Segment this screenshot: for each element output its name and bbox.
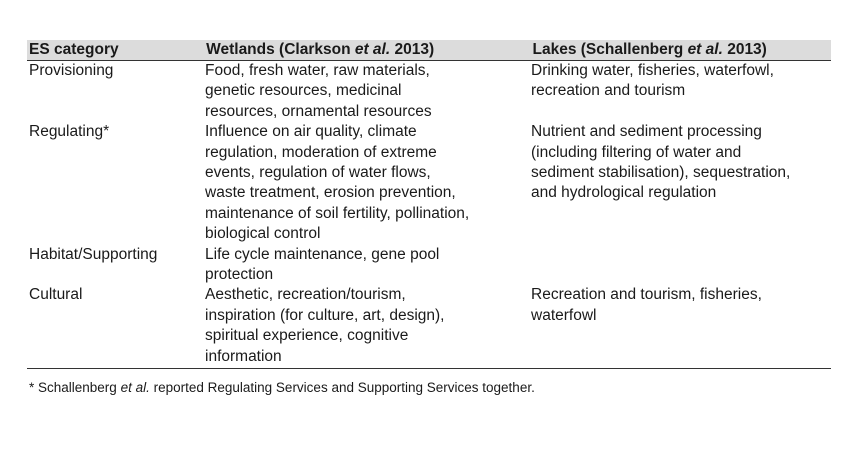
table-row-regulating [27,122,831,244]
row-wetlands: Influence on air quality, climate regulation, moderation of extreme events, regulation of water flows, waste treatment, erosion prevention, maintenance of soil fertility, pollination, biological control [205,123,470,243]
footnote [27,379,831,397]
row-wetlands: Life cycle maintenance, gene pool protection [205,245,440,284]
table-row-provisioning [27,61,831,122]
table-document [27,40,831,397]
row-category: Regulating* [29,123,110,141]
row-category: Provisioning [29,62,114,79]
table-row-cultural [27,285,831,367]
header-lakes-prefix: Lakes (Schallenberg [532,41,688,58]
header-wetlands-etal: et al. [354,41,391,58]
row-category: Habitat/Supporting [29,245,158,263]
header-wetlands-suffix: 2013) [390,41,435,58]
footnote-etal: et al. [120,380,150,396]
header-es-category: ES category [29,41,119,58]
header-wetlands [204,40,530,60]
table-header [27,40,831,61]
row-lakes: Drinking water, fisheries, waterfowl, recreation and tourism [531,62,774,100]
header-lakes [531,40,832,60]
row-wetlands: Aesthetic, recreation/tourism, inspiration (for culture, art, design), spiritual experience, cognitive information [205,286,445,365]
table-bottom-rule [27,368,831,369]
header-wetlands-prefix: Wetlands (Clarkson [206,41,355,58]
row-lakes [529,245,829,286]
row-category: Cultural [29,286,83,304]
footnote-suffix: reported Regulating Services and Supporting Services together. [149,380,535,396]
row-wetlands: Food, fresh water, raw materials, genetic resources, medicinal resources, ornamental resources [205,62,432,120]
header-lakes-suffix: 2013) [722,41,767,58]
table-row-habitat-supporting [27,245,831,286]
row-lakes: Nutrient and sediment processing (including filtering of water and sediment stabilisation), sequestration, and hydrological regulation [531,123,791,202]
header-lakes-etal: et al. [687,41,723,58]
row-lakes: Recreation and tourism, fisheries, waterfowl [531,286,762,324]
footnote-prefix: * Schallenberg [29,380,121,396]
